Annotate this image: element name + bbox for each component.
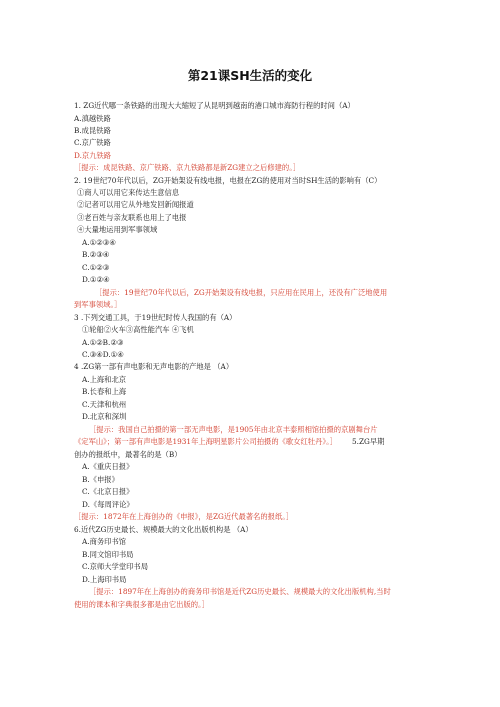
text-line: 4 .ZG第一部有声电影和无声电影的产地是 （A） [74,362,234,371]
text-line: A.商务印书馆 [82,537,127,546]
text-line: D.北京和深圳 [82,412,127,421]
text-line: 创办的报纸中，最著名的是（B） [74,450,182,459]
text-line: A.上海和北京 [82,375,127,384]
text-line: B.《申报》 [82,475,119,484]
text-line: A.滇越铁路 [74,114,111,123]
text-line: 5.ZG早期 [352,437,385,446]
text-line: A.①②③④ [82,238,116,247]
hint-text-line: ［提示：成昆铁路、京广铁路、京九铁路都是新ZG建立之后修建的。］ [74,163,301,172]
text-line: B.②③④ [82,250,110,259]
hint-text-line: ［提示：1872年在上海创办的《申报》，是ZG近代最著名的报纸。］ [74,512,294,521]
text-line: ③老百姓与亲友联系也用上了电报 [77,213,187,222]
text-line: ④大量地运用到军事领域 [77,225,158,234]
text-line: B.同文馆印书局 [82,550,134,559]
text-line: C.③④D.①④ [82,350,124,359]
hint-text-line: ［提示：我国自己拍摄的第一部无声电影，是1905年由北京丰泰照相馆拍摄的京剧舞台片 [89,425,378,434]
hint-text-line: ［提示：19世纪70年代以后，ZG开始架设有线电报，只应用在民用上，还没有广泛地使用 [95,288,388,297]
text-line: C.天津和杭州 [82,400,127,409]
text-line: C.①②③ [82,263,110,272]
text-line: C.京师大学堂印书局 [82,562,149,571]
text-line: 2. 19世纪70年代以后，ZG开始架设有线电报，电报在ZG的使用对当时SH生活的影响有（C） [74,176,382,185]
text-line: B.成昆铁路 [74,126,111,135]
text-line: ②记者可以用它从外地发回新闻报道 [77,200,194,209]
text-line: A.《重庆日报》 [82,462,134,471]
hint-text-line: 使用的课本和字典很多都是由它出版的。］ [74,600,209,609]
page-title: 第21课SH生活的变化 [187,68,313,83]
text-line: C.京广铁路 [74,138,111,147]
hint-text-line: ［提示：1897年在上海创办的商务印书馆是近代ZG历史最长、规模最大的文化出版机构,当时 [89,587,391,596]
text-line: C.《北京日报》 [82,487,134,496]
text-line: A.①②B.②③ [82,338,124,347]
hint-text-line: 到军事领域。］ [74,300,122,309]
hint-text-line: 《定军山》；第一部有声电影是1931年上海明星影片公司拍摄的《歌女红牡丹》。］ [74,437,338,446]
text-line: 1. ZG近代哪一条铁路的出现大大缩短了从昆明到越南的港口城市海防行程的时间（A） [74,101,355,110]
text-line: D.①②④ [82,275,110,284]
text-line: D.上海印书局 [82,575,127,584]
text-line: ①轮船②火车③高性能汽车 ④飞机 [82,325,194,334]
text-line: ①商人可以用它来传达生意信息 [77,188,180,197]
text-line: B.长春和上海 [82,387,127,396]
text-line: 6.近代ZG历史最长、规模最大的文化出版机构是 （A） [74,525,253,534]
hint-text-line: D.京九铁路 [74,151,112,160]
text-line: 3 .下列交通工具，于19世纪时传人我国的有（A） [74,313,237,322]
text-line: D.《每周评论》 [82,500,134,509]
